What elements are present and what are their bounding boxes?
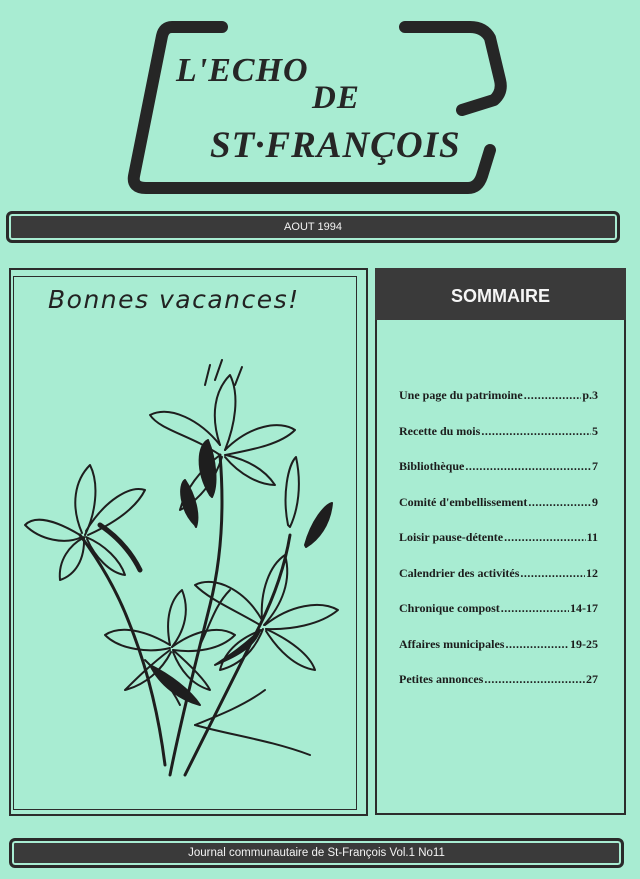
masthead-line-3: ST·FRANÇOIS [210,125,461,166]
toc-entry-page: 12 [586,565,598,580]
toc-leader-dots [484,672,585,687]
toc-entry-title: Loisir pause-détente [399,530,504,544]
issue-date: AOUT 1994 [284,221,342,233]
toc-leader-dots [481,424,591,439]
toc-entry[interactable] [399,672,598,708]
toc-entry-title: Une page du patrimoine [399,388,523,402]
toc-leader-dots [528,495,591,510]
toc-leader-dots [520,566,585,581]
toc-entry-title: Calendrier des activités [399,565,520,580]
toc-leader-dots [505,637,569,652]
toc-entry-title: Petites annonces [399,672,484,686]
toc-entry-page: p.3 [582,388,598,402]
toc-entry[interactable] [399,424,598,460]
toc-entry[interactable] [399,566,598,602]
toc-entry[interactable] [399,459,598,495]
lily-illustration [20,345,350,785]
toc-leader-dots [465,459,591,474]
table-of-contents [399,388,598,708]
toc-entry[interactable] [399,601,598,637]
masthead-line-2: DE [312,80,360,116]
toc-entry-page: 14-17 [570,601,598,615]
toc-entry[interactable] [399,495,598,531]
toc-entry-title: Comité d'embellissement [399,494,528,509]
toc-entry[interactable] [399,637,598,673]
toc-entry[interactable] [399,388,598,424]
toc-entry-title: Recette du mois [399,423,481,438]
toc-entry-title: Chronique compost [399,601,500,615]
toc-entry-page: 19-25 [570,636,598,651]
toc-entry-page: 11 [586,530,598,544]
masthead-line-1: L'ECHO [176,52,309,89]
toc-entry-page: 27 [586,672,598,686]
toc-entry-title: Affaires municipales [399,636,505,651]
toc-leader-dots [504,530,586,545]
toc-entry-page: 7 [592,459,598,473]
footer-bar [9,838,624,868]
toc-entry-title: Bibliothèque [399,459,465,473]
toc-entry-page: 9 [592,494,598,509]
toc-leader-dots [501,601,569,616]
toc-leader-dots [524,388,582,403]
toc-entry-page: 5 [592,423,598,438]
feature-greeting: Bonnes vacances! [48,285,300,314]
issue-date-bar [6,211,620,243]
toc-heading: SOMMAIRE [375,268,626,320]
footer-text: Journal communautaire de St-François Vol.1 No11 [188,847,445,859]
toc-entry[interactable] [399,530,598,566]
